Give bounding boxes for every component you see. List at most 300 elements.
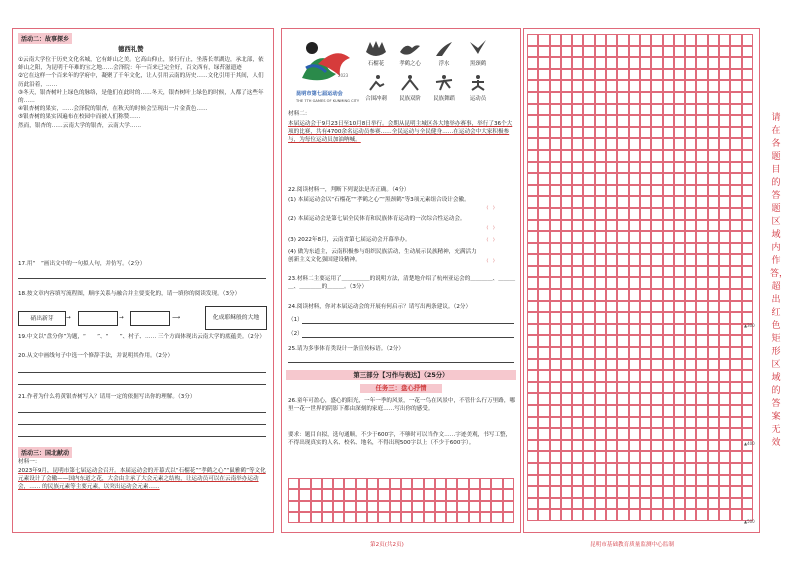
grid-cell[interactable]: [311, 478, 322, 489]
grid-cell[interactable]: [685, 196, 696, 208]
grid-cell[interactable]: [696, 312, 707, 324]
grid-cell[interactable]: [583, 417, 594, 429]
grid-cell[interactable]: [538, 440, 549, 452]
flow-box-2[interactable]: [130, 311, 170, 326]
grid-cell[interactable]: [651, 359, 662, 371]
grid-cell[interactable]: [288, 478, 299, 489]
grid-cell[interactable]: [730, 150, 741, 162]
grid-cell[interactable]: [378, 489, 389, 500]
grid-cell[interactable]: [651, 104, 662, 116]
grid-cell[interactable]: [550, 347, 561, 359]
grid-cell[interactable]: [538, 173, 549, 185]
grid-cell[interactable]: [730, 92, 741, 104]
grid-cell[interactable]: [629, 289, 640, 301]
grid-cell[interactable]: [617, 254, 628, 266]
grid-cell[interactable]: [640, 359, 651, 371]
grid-cell[interactable]: [629, 393, 640, 405]
grid-cell[interactable]: [674, 405, 685, 417]
grid-cell[interactable]: [572, 231, 583, 243]
grid-cell[interactable]: [322, 512, 333, 523]
grid-cell[interactable]: [583, 440, 594, 452]
grid-cell[interactable]: [606, 382, 617, 394]
grid-cell[interactable]: [708, 150, 719, 162]
grid-cell[interactable]: [640, 115, 651, 127]
grid-cell[interactable]: [617, 150, 628, 162]
grid-cell[interactable]: [550, 475, 561, 487]
grid-cell[interactable]: [606, 92, 617, 104]
grid-cell[interactable]: [606, 370, 617, 382]
grid-cell[interactable]: [572, 440, 583, 452]
grid-cell[interactable]: [685, 335, 696, 347]
grid-cell[interactable]: [742, 359, 753, 371]
grid-cell[interactable]: [719, 475, 730, 487]
grid-cell[interactable]: [538, 138, 549, 150]
grid-cell[interactable]: [719, 173, 730, 185]
grid-cell[interactable]: [595, 231, 606, 243]
grid-cell[interactable]: [685, 393, 696, 405]
grid-cell[interactable]: [583, 266, 594, 278]
grid-cell[interactable]: [708, 451, 719, 463]
grid-cell[interactable]: [708, 46, 719, 58]
grid-cell[interactable]: [719, 312, 730, 324]
grid-cell[interactable]: [730, 80, 741, 92]
grid-cell[interactable]: [696, 243, 707, 255]
grid-cell[interactable]: [583, 173, 594, 185]
grid-cell[interactable]: [572, 150, 583, 162]
grid-cell[interactable]: [606, 104, 617, 116]
grid-cell[interactable]: [651, 509, 662, 521]
grid-cell[interactable]: [595, 254, 606, 266]
grid-cell[interactable]: [708, 196, 719, 208]
grid-cell[interactable]: [503, 512, 514, 523]
grid-cell[interactable]: [708, 92, 719, 104]
grid-cell[interactable]: [640, 405, 651, 417]
grid-cell[interactable]: [708, 347, 719, 359]
grid-cell[interactable]: [663, 46, 674, 58]
grid-cell[interactable]: [730, 127, 741, 139]
grid-cell[interactable]: [629, 173, 640, 185]
grid-cell[interactable]: [527, 162, 538, 174]
grid-cell[interactable]: [527, 57, 538, 69]
grid-cell[interactable]: [674, 173, 685, 185]
grid-cell[interactable]: [572, 301, 583, 313]
grid-cell[interactable]: [583, 335, 594, 347]
grid-cell[interactable]: [469, 478, 480, 489]
grid-cell[interactable]: [583, 301, 594, 313]
grid-cell[interactable]: [561, 324, 572, 336]
grid-cell[interactable]: [491, 489, 502, 500]
grid-cell[interactable]: [527, 220, 538, 232]
grid-cell[interactable]: [572, 335, 583, 347]
grid-cell[interactable]: [390, 489, 401, 500]
grid-cell[interactable]: [617, 347, 628, 359]
grid-cell[interactable]: [730, 231, 741, 243]
grid-cell[interactable]: [742, 196, 753, 208]
grid-cell[interactable]: [583, 80, 594, 92]
grid-cell[interactable]: [730, 289, 741, 301]
grid-cell[interactable]: [595, 486, 606, 498]
grid-cell[interactable]: [527, 440, 538, 452]
grid-cell[interactable]: [663, 173, 674, 185]
grid-cell[interactable]: [674, 46, 685, 58]
grid-cell[interactable]: [685, 34, 696, 46]
grid-cell[interactable]: [595, 243, 606, 255]
grid-cell[interactable]: [629, 138, 640, 150]
grid-cell[interactable]: [629, 347, 640, 359]
grid-cell[interactable]: [561, 196, 572, 208]
grid-cell[interactable]: [629, 359, 640, 371]
grid-cell[interactable]: [663, 463, 674, 475]
grid-cell[interactable]: [527, 150, 538, 162]
grid-cell[interactable]: [674, 475, 685, 487]
grid-cell[interactable]: [550, 440, 561, 452]
grid-cell[interactable]: [538, 475, 549, 487]
grid-cell[interactable]: [583, 312, 594, 324]
grid-cell[interactable]: [674, 324, 685, 336]
grid-cell[interactable]: [606, 440, 617, 452]
grid-cell[interactable]: [595, 359, 606, 371]
grid-cell[interactable]: [696, 509, 707, 521]
grid-cell[interactable]: [663, 277, 674, 289]
grid-cell[interactable]: [606, 324, 617, 336]
grid-cell[interactable]: [674, 138, 685, 150]
grid-cell[interactable]: [629, 69, 640, 81]
grid-cell[interactable]: [583, 347, 594, 359]
grid-cell[interactable]: [640, 104, 651, 116]
grid-cell[interactable]: [550, 370, 561, 382]
grid-cell[interactable]: [696, 417, 707, 429]
grid-cell[interactable]: [640, 173, 651, 185]
grid-cell[interactable]: [708, 220, 719, 232]
grid-cell[interactable]: [685, 347, 696, 359]
grid-cell[interactable]: [469, 501, 480, 512]
grid-cell[interactable]: [742, 46, 753, 58]
grid-cell[interactable]: [629, 277, 640, 289]
grid-cell[interactable]: [629, 509, 640, 521]
grid-cell[interactable]: [685, 80, 696, 92]
grid-cell[interactable]: [561, 92, 572, 104]
grid-cell[interactable]: [617, 138, 628, 150]
grid-cell[interactable]: [550, 359, 561, 371]
grid-cell[interactable]: [480, 501, 491, 512]
grid-cell[interactable]: [367, 512, 378, 523]
grid-cell[interactable]: [674, 301, 685, 313]
grid-cell[interactable]: [708, 185, 719, 197]
grid-cell[interactable]: [561, 162, 572, 174]
grid-cell[interactable]: [730, 277, 741, 289]
grid-cell[interactable]: [696, 266, 707, 278]
grid-cell[interactable]: [606, 138, 617, 150]
grid-cell[interactable]: [629, 208, 640, 220]
grid-cell[interactable]: [730, 243, 741, 255]
grid-cell[interactable]: [595, 115, 606, 127]
grid-cell[interactable]: [730, 335, 741, 347]
grid-cell[interactable]: [674, 57, 685, 69]
grid-cell[interactable]: [491, 478, 502, 489]
grid-cell[interactable]: [311, 512, 322, 523]
grid-cell[interactable]: [288, 489, 299, 500]
grid-cell[interactable]: [572, 80, 583, 92]
writing-grid-middle[interactable]: [288, 478, 514, 523]
grid-cell[interactable]: [651, 312, 662, 324]
grid-cell[interactable]: [538, 370, 549, 382]
grid-cell[interactable]: [561, 451, 572, 463]
grid-cell[interactable]: [617, 335, 628, 347]
grid-cell[interactable]: [617, 451, 628, 463]
grid-cell[interactable]: [663, 150, 674, 162]
grid-cell[interactable]: [629, 115, 640, 127]
grid-cell[interactable]: [708, 509, 719, 521]
grid-cell[interactable]: [595, 347, 606, 359]
grid-cell[interactable]: [606, 451, 617, 463]
grid-cell[interactable]: [617, 382, 628, 394]
grid-cell[interactable]: [606, 498, 617, 510]
grid-cell[interactable]: [617, 301, 628, 313]
grid-cell[interactable]: [527, 46, 538, 58]
grid-cell[interactable]: [561, 150, 572, 162]
grid-cell[interactable]: [629, 428, 640, 440]
judge-mark[interactable]: （ ）: [484, 238, 498, 243]
grid-cell[interactable]: [708, 80, 719, 92]
grid-cell[interactable]: [550, 277, 561, 289]
grid-cell[interactable]: [640, 80, 651, 92]
grid-cell[interactable]: [640, 46, 651, 58]
grid-cell[interactable]: [629, 370, 640, 382]
grid-cell[interactable]: [629, 405, 640, 417]
grid-cell[interactable]: [651, 34, 662, 46]
grid-cell[interactable]: [333, 489, 344, 500]
grid-cell[interactable]: [742, 69, 753, 81]
grid-cell[interactable]: [651, 150, 662, 162]
grid-cell[interactable]: [685, 92, 696, 104]
grid-cell[interactable]: [663, 440, 674, 452]
grid-cell[interactable]: [538, 324, 549, 336]
grid-cell[interactable]: [503, 489, 514, 500]
grid-cell[interactable]: [696, 92, 707, 104]
grid-cell[interactable]: [651, 475, 662, 487]
grid-cell[interactable]: [617, 324, 628, 336]
grid-cell[interactable]: [561, 138, 572, 150]
grid-cell[interactable]: [651, 428, 662, 440]
grid-cell[interactable]: [719, 115, 730, 127]
grid-cell[interactable]: [583, 277, 594, 289]
grid-cell[interactable]: [742, 115, 753, 127]
grid-cell[interactable]: [640, 498, 651, 510]
grid-cell[interactable]: [595, 451, 606, 463]
grid-cell[interactable]: [708, 277, 719, 289]
grid-cell[interactable]: [696, 127, 707, 139]
grid-cell[interactable]: [561, 498, 572, 510]
grid-cell[interactable]: [606, 405, 617, 417]
grid-cell[interactable]: [719, 196, 730, 208]
grid-cell[interactable]: [640, 220, 651, 232]
grid-cell[interactable]: [708, 475, 719, 487]
grid-cell[interactable]: [708, 335, 719, 347]
grid-cell[interactable]: [583, 127, 594, 139]
grid-cell[interactable]: [696, 220, 707, 232]
grid-cell[interactable]: [696, 335, 707, 347]
grid-cell[interactable]: [674, 115, 685, 127]
grid-cell[interactable]: [538, 417, 549, 429]
grid-cell[interactable]: [696, 451, 707, 463]
grid-cell[interactable]: [527, 208, 538, 220]
grid-cell[interactable]: [550, 208, 561, 220]
grid-cell[interactable]: [617, 405, 628, 417]
grid-cell[interactable]: [550, 312, 561, 324]
grid-cell[interactable]: [719, 393, 730, 405]
grid-cell[interactable]: [617, 266, 628, 278]
grid-cell[interactable]: [617, 80, 628, 92]
grid-cell[interactable]: [719, 266, 730, 278]
grid-cell[interactable]: [696, 370, 707, 382]
grid-cell[interactable]: [629, 382, 640, 394]
grid-cell[interactable]: [674, 451, 685, 463]
grid-cell[interactable]: [685, 173, 696, 185]
grid-cell[interactable]: [583, 324, 594, 336]
grid-cell[interactable]: [583, 393, 594, 405]
grid-cell[interactable]: [561, 335, 572, 347]
grid-cell[interactable]: [685, 162, 696, 174]
grid-cell[interactable]: [617, 486, 628, 498]
grid-cell[interactable]: [674, 92, 685, 104]
grid-cell[interactable]: [651, 498, 662, 510]
grid-cell[interactable]: [617, 162, 628, 174]
grid-cell[interactable]: [651, 80, 662, 92]
grid-cell[interactable]: [742, 254, 753, 266]
grid-cell[interactable]: [527, 428, 538, 440]
grid-cell[interactable]: [708, 266, 719, 278]
grid-cell[interactable]: [617, 289, 628, 301]
grid-cell[interactable]: [538, 335, 549, 347]
grid-cell[interactable]: [708, 173, 719, 185]
grid-cell[interactable]: [719, 57, 730, 69]
grid-cell[interactable]: [550, 46, 561, 58]
grid-cell[interactable]: [550, 301, 561, 313]
grid-cell[interactable]: [629, 150, 640, 162]
grid-cell[interactable]: [742, 104, 753, 116]
grid-cell[interactable]: [708, 69, 719, 81]
grid-cell[interactable]: [617, 417, 628, 429]
grid-cell[interactable]: [550, 428, 561, 440]
grid-cell[interactable]: [640, 463, 651, 475]
grid-cell[interactable]: [685, 417, 696, 429]
grid-cell[interactable]: [685, 46, 696, 58]
grid-cell[interactable]: [583, 208, 594, 220]
grid-cell[interactable]: [674, 359, 685, 371]
grid-cell[interactable]: [595, 266, 606, 278]
grid-cell[interactable]: [719, 486, 730, 498]
grid-cell[interactable]: [629, 231, 640, 243]
grid-cell[interactable]: [663, 335, 674, 347]
grid-cell[interactable]: [708, 289, 719, 301]
grid-cell[interactable]: [344, 489, 355, 500]
grid-cell[interactable]: [412, 512, 423, 523]
grid-cell[interactable]: [583, 57, 594, 69]
grid-cell[interactable]: [719, 451, 730, 463]
grid-cell[interactable]: [527, 335, 538, 347]
grid-cell[interactable]: [674, 104, 685, 116]
grid-cell[interactable]: [674, 231, 685, 243]
grid-cell[interactable]: [640, 428, 651, 440]
grid-cell[interactable]: [696, 150, 707, 162]
grid-cell[interactable]: [719, 498, 730, 510]
grid-cell[interactable]: [572, 266, 583, 278]
grid-cell[interactable]: [640, 289, 651, 301]
grid-cell[interactable]: [595, 162, 606, 174]
grid-cell[interactable]: [561, 220, 572, 232]
grid-cell[interactable]: [651, 417, 662, 429]
grid-cell[interactable]: [640, 92, 651, 104]
grid-cell[interactable]: [583, 69, 594, 81]
grid-cell[interactable]: [538, 57, 549, 69]
grid-cell[interactable]: [561, 405, 572, 417]
grid-cell[interactable]: [674, 335, 685, 347]
grid-cell[interactable]: [696, 382, 707, 394]
grid-cell[interactable]: [640, 335, 651, 347]
grid-cell[interactable]: [538, 69, 549, 81]
grid-cell[interactable]: [606, 243, 617, 255]
grid-cell[interactable]: [640, 475, 651, 487]
grid-cell[interactable]: [640, 370, 651, 382]
grid-cell[interactable]: [719, 324, 730, 336]
grid-cell[interactable]: [719, 277, 730, 289]
grid-cell[interactable]: [550, 196, 561, 208]
grid-cell[interactable]: [719, 254, 730, 266]
grid-cell[interactable]: [572, 34, 583, 46]
grid-cell[interactable]: [651, 335, 662, 347]
grid-cell[interactable]: [583, 289, 594, 301]
grid-cell[interactable]: [561, 127, 572, 139]
grid-cell[interactable]: [674, 196, 685, 208]
grid-cell[interactable]: [685, 451, 696, 463]
grid-cell[interactable]: [583, 115, 594, 127]
grid-cell[interactable]: [663, 382, 674, 394]
grid-cell[interactable]: [719, 370, 730, 382]
grid-cell[interactable]: [730, 440, 741, 452]
grid-cell[interactable]: [629, 301, 640, 313]
grid-cell[interactable]: [561, 347, 572, 359]
grid-cell[interactable]: [629, 417, 640, 429]
grid-cell[interactable]: [606, 196, 617, 208]
grid-cell[interactable]: [663, 498, 674, 510]
grid-cell[interactable]: [696, 475, 707, 487]
grid-cell[interactable]: [606, 509, 617, 521]
grid-cell[interactable]: [527, 347, 538, 359]
grid-cell[interactable]: [629, 254, 640, 266]
grid-cell[interactable]: [674, 185, 685, 197]
grid-cell[interactable]: [685, 405, 696, 417]
grid-cell[interactable]: [629, 335, 640, 347]
grid-cell[interactable]: [640, 417, 651, 429]
grid-cell[interactable]: [390, 512, 401, 523]
grid-cell[interactable]: [550, 69, 561, 81]
grid-cell[interactable]: [561, 370, 572, 382]
grid-cell[interactable]: [412, 489, 423, 500]
grid-cell[interactable]: [538, 428, 549, 440]
grid-cell[interactable]: [583, 162, 594, 174]
grid-cell[interactable]: [322, 489, 333, 500]
grid-cell[interactable]: [527, 138, 538, 150]
grid-cell[interactable]: [742, 347, 753, 359]
grid-cell[interactable]: [572, 370, 583, 382]
grid-cell[interactable]: [572, 173, 583, 185]
grid-cell[interactable]: [696, 428, 707, 440]
grid-cell[interactable]: [651, 382, 662, 394]
grid-cell[interactable]: [561, 185, 572, 197]
grid-cell[interactable]: [538, 46, 549, 58]
grid-cell[interactable]: [491, 501, 502, 512]
grid-cell[interactable]: [696, 254, 707, 266]
